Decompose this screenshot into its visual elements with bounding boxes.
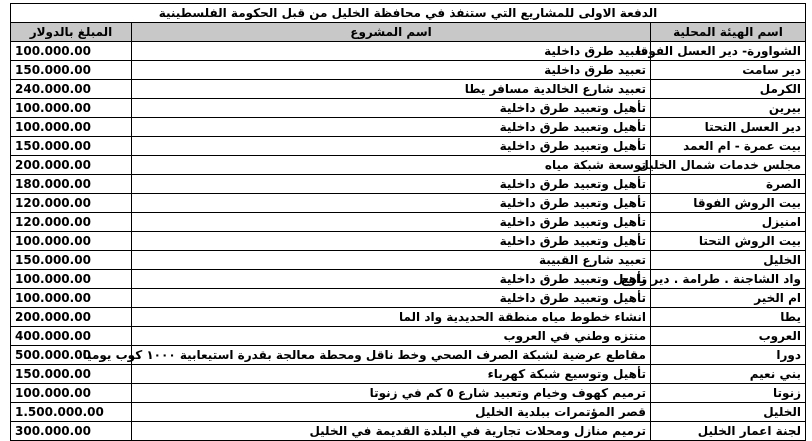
- header-amount: المبلغ بالدولار: [11, 23, 132, 42]
- local-body-cell: الكرمل: [651, 80, 806, 99]
- project-cell: تعبيد شارع القبيبة: [132, 251, 651, 270]
- local-body-cell: واد الشاجنة . طرامة . دير رازح: [651, 270, 806, 289]
- local-body-cell: زنوتا: [651, 384, 806, 403]
- table-row: [11, 251, 806, 270]
- amount-cell: 150.000.00: [11, 251, 132, 270]
- amount-cell: 100.000.00: [11, 384, 132, 403]
- project-cell: تأهيل وتعبيد طرق داخلية: [132, 289, 651, 308]
- amount-cell: 1.500.000.00: [11, 403, 132, 422]
- amount-cell: 100.000.00: [11, 270, 132, 289]
- table-row: [11, 384, 806, 403]
- local-body-cell: العروب: [651, 327, 806, 346]
- project-cell: تعبيد طرق داخلية: [132, 61, 651, 80]
- table-row: [11, 270, 806, 289]
- amount-cell: 150.000.00: [11, 137, 132, 156]
- project-cell: توسعة شبكة مياه: [132, 156, 651, 175]
- local-body-cell: بيت الروش الفوقا: [651, 194, 806, 213]
- table-row: [11, 118, 806, 137]
- local-body-cell: ام الخير: [651, 289, 806, 308]
- project-cell: تأهيل وتعبيد طرق داخلية: [132, 118, 651, 137]
- local-body-cell: بيت عمرة - ام العمد: [651, 137, 806, 156]
- project-cell: تأهيل وتعبيد طرق داخلية: [132, 99, 651, 118]
- project-cell: منتزه وطني في العروب: [132, 327, 651, 346]
- project-cell: ترميم منازل ومحلات تجارية في البلدة القديمة في الخليل: [132, 422, 651, 441]
- local-body-cell: دير العسل التحتا: [651, 118, 806, 137]
- project-cell: مقاطع عرضية لشبكة الصرف الصحي وخط ناقل ومحطة معالجة بقدرة استيعابية ١٠٠٠ كوب يوميا: [132, 346, 651, 365]
- project-cell: تأهيل وتعبيد طرق داخلية: [132, 213, 651, 232]
- amount-cell: 120.000.00: [11, 194, 132, 213]
- header-row: [11, 23, 806, 42]
- table-row: [11, 99, 806, 118]
- amount-cell: 100.000.00: [11, 99, 132, 118]
- amount-cell: 100.000.00: [11, 118, 132, 137]
- table-row: [11, 308, 806, 327]
- project-cell: تعبيد طرق داخلية: [132, 42, 651, 61]
- table-row: [11, 80, 806, 99]
- local-body-cell: لجنة اعمار الخليل: [651, 422, 806, 441]
- project-cell: انشاء خطوط مياه منطقة الحديدية واد الما: [132, 308, 651, 327]
- project-cell: تأهيل وتوسيع شبكة كهرباء: [132, 365, 651, 384]
- table-row: [11, 156, 806, 175]
- local-body-cell: بني نعيم: [651, 365, 806, 384]
- local-body-cell: الصرة: [651, 175, 806, 194]
- local-body-cell: دير سامت: [651, 61, 806, 80]
- amount-cell: 180.000.00: [11, 175, 132, 194]
- project-cell: تأهيل وتعبيد طرق داخلية: [132, 137, 651, 156]
- local-body-cell: الخليل: [651, 403, 806, 422]
- local-body-cell: بيت الروش التحتا: [651, 232, 806, 251]
- header-local-body: اسم الهيئة المحلية: [651, 23, 806, 42]
- table-row: [11, 194, 806, 213]
- amount-cell: 500.000.00: [11, 346, 132, 365]
- projects-table: [10, 3, 806, 441]
- amount-cell: 100.000.00: [11, 289, 132, 308]
- table-row: [11, 232, 806, 251]
- project-cell: تأهيل وتعبيد طرق داخلية: [132, 270, 651, 289]
- table-row: [11, 365, 806, 384]
- header-project: اسم المشروع: [132, 23, 651, 42]
- amount-cell: 150.000.00: [11, 365, 132, 384]
- table-title: الدفعة الاولى للمشاريع التي ستنفذ في محافظة الخليل من قبل الحكومة الفلسطينية: [11, 4, 806, 23]
- project-cell: تأهيل وتعبيد طرق داخلية: [132, 194, 651, 213]
- amount-cell: 200.000.00: [11, 156, 132, 175]
- local-body-cell: الخليل: [651, 251, 806, 270]
- local-body-cell: امنيزل: [651, 213, 806, 232]
- amount-cell: 120.000.00: [11, 213, 132, 232]
- amount-cell: 100.000.00: [11, 232, 132, 251]
- local-body-cell: دورا: [651, 346, 806, 365]
- amount-cell: 200.000.00: [11, 308, 132, 327]
- table-row: [11, 175, 806, 194]
- table-row: [11, 403, 806, 422]
- local-body-cell: مجلس خدمات شمال الخليل: [651, 156, 806, 175]
- table-row: [11, 327, 806, 346]
- local-body-cell: بيرين: [651, 99, 806, 118]
- amount-cell: 300.000.00: [11, 422, 132, 441]
- table-row: [11, 289, 806, 308]
- table-row: [11, 137, 806, 156]
- table-row: [11, 61, 806, 80]
- local-body-cell: الشواورة- دير العسل الفوقا: [651, 42, 806, 61]
- project-cell: تأهيل وتعبيد طرق داخلية: [132, 232, 651, 251]
- amount-cell: 400.000.00: [11, 327, 132, 346]
- project-cell: قصر المؤتمرات ببلدية الخليل: [132, 403, 651, 422]
- table-row: [11, 346, 806, 365]
- project-cell: تأهيل وتعبيد طرق داخلية: [132, 175, 651, 194]
- amount-cell: 240.000.00: [11, 80, 132, 99]
- amount-cell: 100.000.00: [11, 42, 132, 61]
- table-row: [11, 422, 806, 441]
- local-body-cell: يطا: [651, 308, 806, 327]
- project-cell: ترميم كهوف وخيام وتعبيد شارع ٥ كم في زنوتا: [132, 384, 651, 403]
- project-cell: تعبيد شارع الخالدية مسافر يطا: [132, 80, 651, 99]
- amount-cell: 150.000.00: [11, 61, 132, 80]
- table-row: [11, 213, 806, 232]
- table-row: [11, 42, 806, 61]
